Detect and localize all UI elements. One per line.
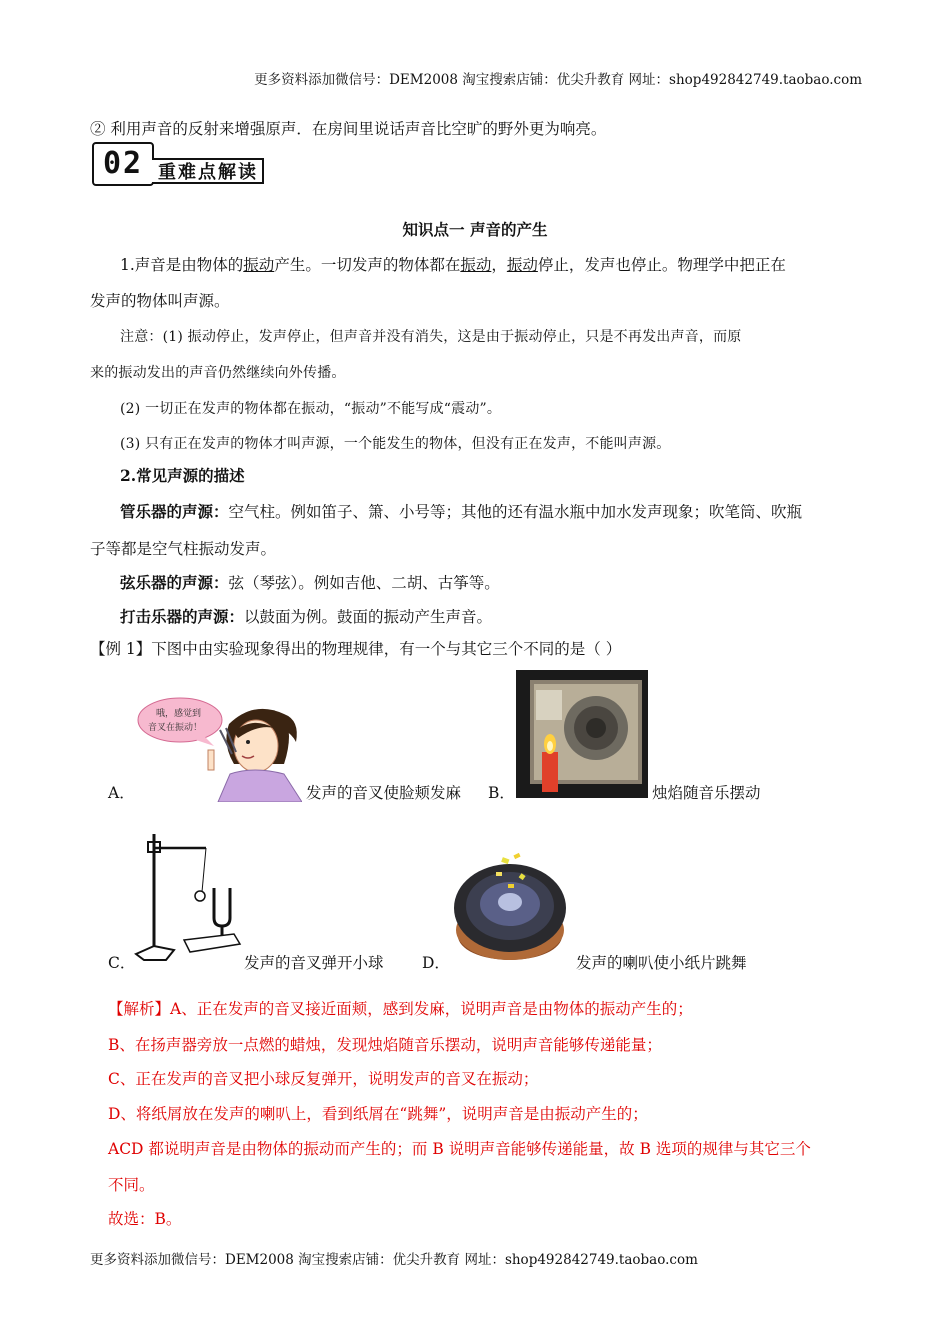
analysis-line-3: C、正在发声的音叉把小球反复弹开，说明发声的音叉在振动；	[108, 1070, 539, 1088]
page-footer: 更多资料添加微信号：DEM2008 淘宝搜索店铺：优尖升教育 网址：shop492842749.taobao.com	[90, 1252, 698, 1268]
string-instrument-line	[120, 572, 500, 594]
option-a-letter: A．	[108, 784, 135, 802]
wind-text: 空气柱。例如笛子、箫、小号等；其他的还有温水瓶中加水发声现象；吹笔筒、吹瓶	[228, 503, 803, 521]
p1-text-a: 1.声音是由物体的	[120, 256, 244, 274]
option-a-caption: 发声的音叉使脸颊发麻	[306, 784, 462, 802]
note-2: (2) 一切正在发声的物体都在振动，“振动”不能写成“震动”。	[120, 401, 502, 417]
section-number: 02	[92, 142, 154, 186]
example-question	[90, 638, 621, 660]
note-3: (3) 只有正在发声的物体才叫声源，一个能发生的物体，但没有正在发声，不能叫声源。	[120, 436, 671, 452]
topic-title: 知识点一 声音的产生	[402, 220, 548, 239]
paragraph-1	[120, 254, 786, 276]
note-1-line2: 来的振动发出的声音仍然继续向外传播。	[90, 365, 346, 381]
bubble-text-1: 哦，感觉到	[156, 709, 202, 719]
example-text: 下图中由实验现象得出的物理规律，有一个与其它三个不同的是（ ）	[151, 640, 622, 658]
percussion-text: 以鼓面为例。鼓面的振动产生声音。	[244, 608, 493, 626]
sources-heading: 2.常见声源的描述	[120, 466, 245, 485]
option-c-caption: 发声的音叉弹开小球	[244, 954, 384, 972]
loudspeaker-paper-image	[450, 850, 570, 968]
percussion-line	[120, 606, 492, 628]
wind-instrument-line	[120, 501, 802, 523]
percussion-label: 打击乐器的声源：	[120, 607, 245, 626]
analysis-answer: 故选：B。	[108, 1210, 182, 1228]
p1-text-b: 产生。一切发声的物体都在	[274, 256, 461, 274]
option-c-letter: C．	[108, 954, 136, 972]
section-badge	[90, 140, 268, 186]
paragraph-1-line2: 发声的物体叫声源。	[90, 292, 230, 310]
option-b-letter: B．	[488, 784, 515, 802]
bubble-text-2: 音叉在振动！	[148, 723, 203, 733]
p1-underline-3: 振动	[506, 256, 538, 274]
analysis-line-6: 不同。	[108, 1176, 155, 1194]
intro-line: ② 利用声音的反射来增强原声．在房间里说话声音比空旷的野外更为响亮。	[90, 120, 607, 138]
girl-tuning-fork-image	[134, 694, 302, 802]
page-header: 更多资料添加微信号：DEM2008 淘宝搜索店铺：优尖升教育 网址：shop492842749.taobao.com	[254, 72, 862, 88]
wind-label: 管乐器的声源：	[120, 502, 229, 521]
example-tag: 【例 1】	[90, 640, 152, 658]
wind-instrument-line2: 子等都是空气柱振动发声。	[90, 540, 277, 558]
string-text: 弦（琴弦）。例如吉他、二胡、古筝等。	[228, 574, 500, 592]
analysis-line-5: ACD 都说明声音是由物体的振动而产生的；而 B 说明声音能够传递能量，故 B 选项的规律与其它三个	[108, 1140, 811, 1158]
analysis-text-1: A、正在发声的音叉接近面颊，感到发麻，说明声音是由物体的振动产生的；	[170, 1000, 693, 1018]
analysis-line-2: B、在扬声器旁放一点燃的蜡烛，发现烛焰随音乐摆动，说明声音能够传递能量；	[108, 1036, 662, 1054]
p1-underline-1: 振动	[243, 256, 275, 274]
note-1-line1: 注意：(1) 振动停止，发声停止，但声音并没有消失，这是由于振动停止，只是不再发出声音，而原	[120, 329, 742, 345]
option-d-caption: 发声的喇叭使小纸片跳舞	[576, 954, 747, 972]
stand-ball-fork-image	[134, 828, 242, 968]
p1-text-c: ，	[491, 256, 507, 274]
speaker-candle-image	[516, 670, 648, 798]
p1-text-d: 停止，发声也停止。物理学中把正在	[537, 256, 786, 274]
analysis-tag: 【解析】	[108, 1000, 171, 1018]
option-b-caption: 烛焰随音乐摆动	[652, 784, 761, 802]
analysis-line-1	[108, 998, 693, 1020]
option-d-letter: D．	[422, 954, 450, 972]
p1-underline-2: 振动	[460, 256, 492, 274]
string-label: 弦乐器的声源：	[120, 573, 229, 592]
section-label: 重难点解读	[152, 158, 264, 184]
analysis-line-4: D、将纸屑放在发声的喇叭上，看到纸屑在“跳舞”，说明声音是由振动产生的；	[108, 1105, 648, 1123]
